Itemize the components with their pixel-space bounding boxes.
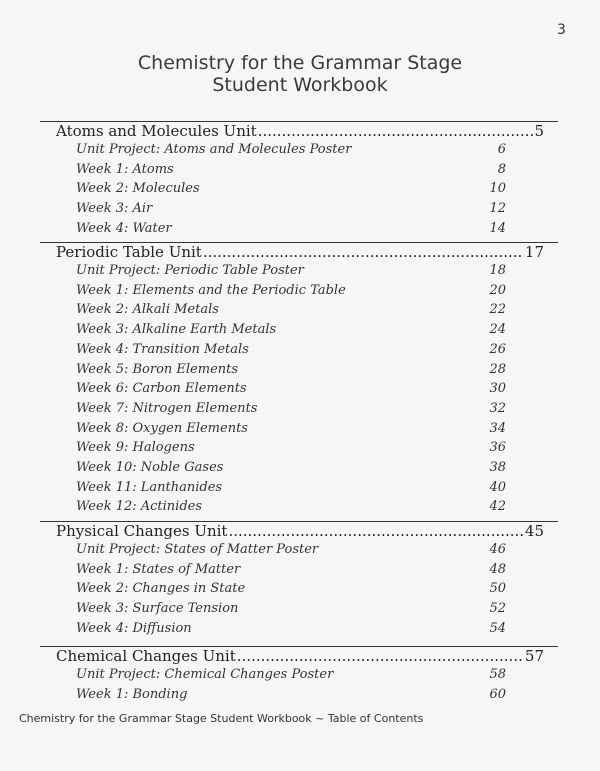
entry-title: Week 9: Halogens <box>76 440 195 456</box>
entry-title: Week 1: Bonding <box>76 686 188 702</box>
unit-heading[interactable] <box>56 122 544 140</box>
entry-page-number: 36 <box>489 440 506 456</box>
toc-entry[interactable] <box>76 542 506 562</box>
toc-entry[interactable] <box>76 499 506 519</box>
entry-title: Week 2: Alkali Metals <box>76 302 219 318</box>
entry-page-number: 18 <box>489 263 506 278</box>
entry-title: Unit Project: Periodic Table Poster <box>76 263 304 278</box>
toc-entry[interactable] <box>76 667 506 687</box>
entry-page-number: 50 <box>489 581 506 597</box>
toc-entry[interactable] <box>76 162 506 182</box>
entry-page-number: 42 <box>489 499 506 515</box>
entry-page-number: 10 <box>489 181 506 197</box>
toc-entry[interactable] <box>76 601 506 621</box>
unit-page-number: 45 <box>524 522 544 540</box>
toc-entry[interactable] <box>76 460 506 480</box>
entry-page-number: 8 <box>497 161 506 177</box>
toc-entry[interactable] <box>76 221 506 241</box>
dot-leader <box>228 522 523 540</box>
entry-page-number: 28 <box>489 361 506 377</box>
toc-entry[interactable] <box>76 263 506 283</box>
entry-title: Week 11: Lanthanides <box>76 479 223 495</box>
entry-title: Unit Project: Atoms and Molecules Poster <box>76 142 352 157</box>
dot-leader <box>203 243 524 261</box>
toc-entry[interactable] <box>76 142 506 162</box>
toc-entry[interactable] <box>76 421 506 441</box>
entry-title: Week 8: Oxygen Elements <box>76 420 248 436</box>
entry-title: Week 4: Transition Metals <box>76 341 249 357</box>
entry-title: Unit Project: States of Matter Poster <box>76 542 319 557</box>
unit-title: Physical Changes Unit <box>56 522 228 540</box>
entry-page-number: 14 <box>489 220 506 236</box>
entry-title: Week 3: Alkaline Earth Metals <box>76 322 277 338</box>
entry-page-number: 32 <box>489 400 506 416</box>
entry-title: Week 12: Actinides <box>76 499 203 515</box>
entry-title: Week 2: Changes in State <box>76 581 246 597</box>
entry-title: Week 5: Boron Elements <box>76 361 239 377</box>
toc-entry[interactable] <box>76 562 506 582</box>
entry-title: Week 2: Molecules <box>76 181 200 197</box>
entry-page-number: 60 <box>489 686 506 702</box>
toc-entry[interactable] <box>76 201 506 221</box>
toc-entry[interactable] <box>76 381 506 401</box>
unit-page-number: 57 <box>524 647 544 665</box>
toc-entry[interactable] <box>76 440 506 460</box>
toc-entry[interactable] <box>76 181 506 201</box>
unit-page-number: 5 <box>534 122 544 140</box>
entry-page-number: 20 <box>489 282 506 298</box>
entry-title: Unit Project: Chemical Changes Poster <box>76 667 334 682</box>
entry-page-number: 52 <box>489 601 506 617</box>
page-footer: Chemistry for the Grammar Stage Student Workbook ~ Table of Contents <box>19 712 424 725</box>
toc-entry[interactable] <box>76 480 506 500</box>
entry-page-number: 26 <box>489 341 506 357</box>
entry-page-number: 48 <box>489 561 506 577</box>
title-line-1: Chemistry for the Grammar Stage <box>137 52 463 74</box>
entry-title: Week 3: Surface Tension <box>76 601 239 617</box>
entry-title: Week 3: Air <box>76 201 153 217</box>
toc-entry[interactable] <box>76 401 506 421</box>
entry-title: Week 4: Water <box>76 220 172 236</box>
unit-title: Periodic Table Unit <box>56 243 202 261</box>
unit-heading[interactable] <box>56 647 544 665</box>
entry-page-number: 22 <box>489 302 506 318</box>
toc-entry[interactable] <box>76 581 506 601</box>
entry-title: Week 6: Carbon Elements <box>76 381 247 397</box>
unit-heading[interactable] <box>56 243 544 261</box>
entry-page-number: 34 <box>489 420 506 436</box>
unit-title: Atoms and Molecules Unit <box>56 122 257 140</box>
entry-page-number: 40 <box>489 479 506 495</box>
toc-entry[interactable] <box>76 322 506 342</box>
unit-page-number: 17 <box>524 243 544 261</box>
dot-leader <box>237 647 524 665</box>
toc-entry[interactable] <box>76 283 506 303</box>
unit-title: Chemical Changes Unit <box>56 647 236 665</box>
toc-entry[interactable] <box>76 621 506 641</box>
entry-title: Week 1: Elements and the Periodic Table <box>76 282 346 298</box>
unit-heading[interactable] <box>56 522 544 540</box>
entry-page-number: 12 <box>489 201 506 217</box>
entry-page-number: 58 <box>489 667 506 682</box>
entry-title: Week 4: Diffusion <box>76 620 192 636</box>
toc-entry[interactable] <box>76 302 506 322</box>
toc-entry[interactable] <box>76 362 506 382</box>
page-number: 3 <box>557 22 566 38</box>
toc-entry[interactable] <box>76 687 506 707</box>
entry-page-number: 46 <box>489 542 506 557</box>
entry-page-number: 6 <box>497 142 506 157</box>
page-title <box>0 52 600 96</box>
entry-title: Week 1: Atoms <box>76 161 174 177</box>
entry-page-number: 24 <box>489 322 506 338</box>
entry-page-number: 30 <box>489 381 506 397</box>
title-line-2: Student Workbook <box>212 74 388 96</box>
entry-title: Week 1: States of Matter <box>76 561 241 577</box>
entry-title: Week 10: Noble Gases <box>76 460 224 475</box>
entry-page-number: 38 <box>489 460 506 475</box>
entry-page-number: 54 <box>489 620 506 636</box>
entry-title: Week 7: Nitrogen Elements <box>76 400 258 416</box>
toc-entry[interactable] <box>76 342 506 362</box>
dot-leader <box>258 122 534 140</box>
